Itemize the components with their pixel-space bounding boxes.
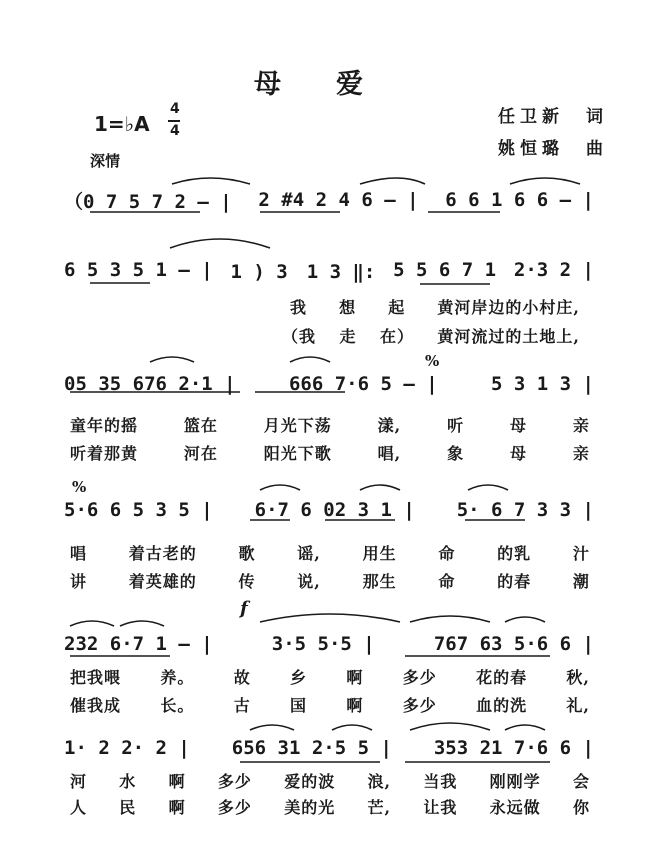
measure: 232 6·7 1 — | (64, 633, 213, 655)
measure: 5 3 1 3 | (491, 373, 594, 395)
lyric: 礼, (566, 695, 590, 715)
lyric: 我 (290, 297, 308, 317)
lyric: 多少 (217, 771, 252, 791)
measure: 1· 2 2· 2 | (64, 737, 190, 759)
lyrics-row-5-verse-1 (70, 664, 590, 688)
lyric: 让我 (423, 797, 458, 817)
notation-row-5 (64, 622, 594, 666)
lyric: 养。 (160, 667, 195, 687)
lyric: 永远做 (489, 797, 541, 817)
slur (170, 239, 270, 248)
lyric: 多少 (402, 667, 437, 687)
slur (260, 614, 400, 622)
lyric: 听 (447, 415, 465, 435)
lyric: 唱 (70, 543, 88, 563)
notation-row-3 (64, 362, 594, 406)
notation-row-6 (64, 726, 594, 770)
lyric: 起 (388, 297, 406, 317)
lyric: 爱的波 (284, 771, 336, 791)
lyric: 乡 (290, 667, 308, 687)
lyric: 会 (572, 771, 590, 791)
lyric: 潮 (572, 571, 590, 591)
lyric: 阳光下歌 (263, 443, 332, 463)
lyrics-row-4-verse-2 (70, 568, 590, 592)
lyric: 用生 (362, 543, 397, 563)
lyric: 亲 (572, 443, 590, 463)
measure: 3·5 5·5 | (271, 633, 375, 655)
lyric: 故 (233, 667, 251, 687)
lyric: 把我喂 (70, 667, 122, 687)
lyric: 传 (238, 571, 256, 591)
lyric: 浪, (367, 771, 392, 791)
measure: 5·6 6 5 3 5 | (64, 499, 213, 521)
measure: 5 5 6 7 1 (393, 259, 497, 281)
measure: 6·7 6 02 3 1 | (254, 499, 415, 521)
lyric: 啊 (168, 797, 186, 817)
lyric: 象 (447, 443, 465, 463)
lyric: 歌 (238, 543, 256, 563)
lyric: 催我成 (70, 695, 122, 715)
lyric: 谣, (297, 543, 321, 563)
notation-row-4 (64, 488, 594, 532)
lyrics-row-2-verse-1 (290, 294, 580, 318)
lyric: 黄河流过的土地上, (437, 326, 580, 346)
lyrics-row-6-verse-1 (70, 768, 590, 792)
measure: 6 6 1 6 6 — | (445, 189, 594, 211)
time-signature-bottom: 4 (170, 123, 180, 139)
lyrics-row-4-verse-1 (70, 540, 590, 564)
measure: 656 31 2·5 5 | (231, 737, 392, 759)
lyrics-row-3-verse-1 (70, 412, 590, 436)
song-title: 母 爱 (254, 69, 377, 100)
lyric: 芒, (367, 797, 392, 817)
measure: 2·3 2 | (513, 259, 594, 281)
lyrics-row-2-verse-2 (282, 323, 580, 347)
lyrics-row-6-verse-2 (70, 794, 590, 818)
lyric: 说, (297, 571, 321, 591)
lyric: 你 (572, 797, 590, 817)
key-signature: 1=♭A (94, 112, 150, 136)
lyric: 啊 (346, 695, 364, 715)
measure: 353 21 7·6 6 | (433, 737, 594, 759)
lyric: 人 (70, 797, 88, 817)
measure: （0 7 5 7 2 — | (64, 190, 232, 213)
lyric: 命 (438, 571, 456, 591)
lyric: 血的洗 (476, 695, 528, 715)
dynamic-forte: f (240, 598, 248, 619)
lyric: 篮在 (183, 415, 218, 435)
lyric: 那生 (362, 571, 397, 591)
lyric: 民 (119, 797, 137, 817)
lyric: 当我 (423, 771, 458, 791)
segno-mark: % (425, 352, 440, 370)
composer-credit: 姚恒璐 曲 (498, 139, 608, 159)
notation-row-1 (64, 178, 594, 222)
lyric: 国 (290, 695, 308, 715)
lyric: 水 (119, 771, 137, 791)
lyric: 黄河岸边的小村庄, (437, 297, 580, 317)
measure: 1 ) 3 1 3 ‖: (230, 260, 376, 283)
measure: 666 7·6 5 — | (288, 373, 438, 395)
measure: 5· 6 7 3 3 | (456, 499, 594, 521)
lyric: 多少 (402, 695, 437, 715)
lyric: 漾, (377, 415, 402, 435)
lyric: 啊 (346, 667, 364, 687)
lyric: 河在 (183, 443, 218, 463)
lyric: 童年的摇 (70, 415, 139, 435)
lyric: 唱, (377, 443, 402, 463)
lyric: 母 (510, 443, 528, 463)
lyric: 着古老的 (128, 543, 197, 563)
measure: 767 63 5·6 6 | (433, 633, 594, 655)
lyric: 美的光 (284, 797, 336, 817)
lyric: 的春 (497, 571, 532, 591)
lyrics-row-3-verse-2 (70, 440, 590, 464)
measure: 05 35 676 2·1 | (64, 373, 236, 395)
lyric: 走 (339, 326, 357, 346)
measure: 2 #4 2 4 6 — | (258, 189, 419, 211)
time-signature-top: 4 (170, 101, 180, 117)
lyric: 河 (70, 771, 88, 791)
lyric: 多少 (217, 797, 252, 817)
lyric: 讲 (70, 571, 88, 591)
lyric: 想 (339, 297, 357, 317)
lyric: 亲 (572, 415, 590, 435)
lyric: 听着那黄 (70, 443, 139, 463)
lyric: （我 (282, 326, 317, 346)
lyric: 长。 (160, 695, 195, 715)
lyricist-credit: 任卫新 词 (498, 107, 608, 127)
lyric: 汁 (572, 543, 590, 563)
lyric: 命 (438, 543, 456, 563)
lyric: 月光下荡 (263, 415, 332, 435)
lyric: 的乳 (497, 543, 532, 563)
segno-mark: % (72, 478, 87, 496)
lyric: 刚刚学 (489, 771, 541, 791)
measure: 6 5 3 5 1 — | (64, 259, 213, 281)
lyric: 花的春 (476, 667, 528, 687)
lyric: 古 (233, 695, 251, 715)
lyric: 秋, (566, 667, 590, 687)
tempo-marking: 深情 (90, 152, 121, 170)
lyrics-row-5-verse-2 (70, 692, 590, 716)
lyric: 母 (510, 415, 528, 435)
lyric: 啊 (168, 771, 186, 791)
lyric: 在） (379, 326, 414, 346)
notation-row-2 (64, 248, 594, 292)
lyric: 着英雄的 (128, 571, 197, 591)
